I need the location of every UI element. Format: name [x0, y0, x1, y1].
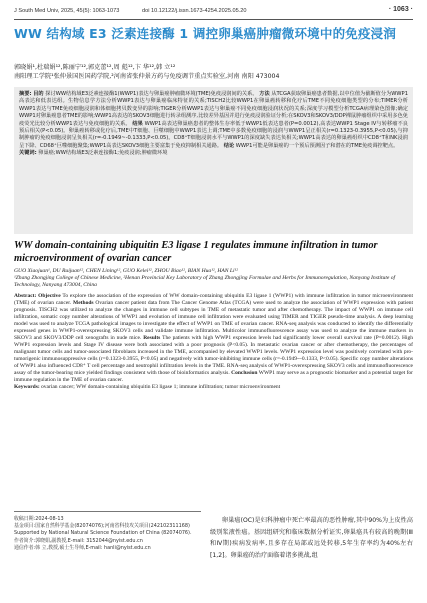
author-names-cn: 郭晓娟¹,杜瑞娟¹²,陈丽宁¹²,郭克蕾¹²,周 彪¹²,卞 华¹²,韩 立¹² [14, 64, 176, 71]
method-text-cn: 从TCGA获取卵巢癌患者数据,以中位值为截断值分为WWP1高表达和低表达组。生物信息学方法分析WWP1表达与卵巢癌临床特征的关系;TISCH2比较WWP1在卵巢癌转移和化疗后TME不同免疫细胞类型的分布;TIMER分析WWP1表达与TME免疫细胞浸润和体细胞拷贝数变异的影响;TIGER分析WWP1表达与卵巢癌不同免疫细胞浸润状况的关系;深度学习模型分析TCGA病理染色图像;确定WWP1对卵巢癌患者TME的影响;WWP1高表达的SKOV3细胞进行转录组测序,比较差异基因并进行免疫浸润验证分析;在SKOV3和SKOV3/DDP裸鼠肿瘤组织中采用多色免疫荧光比较分析WWP1表达与免疫细胞的关系。 [19, 91, 408, 127]
abstract-label-cn: 摘要: [19, 91, 32, 97]
keywords-text-cn: 卵巢癌;WW结构域E3泛素连接酶1;免疫浸润;肿瘤微环境 [38, 150, 168, 157]
title-chinese: WW 结构域 E3 泛素连接酶 1 调控卵巢癌肿瘤微环境中的免疫浸润 [14, 26, 397, 41]
objective-text-en: To explore the association of the expression of WW domain-containing ubiquitin E3 ligase 1 (WWP1) with immune infiltration in tumor microenvironment (TME) of ovarian cancer. [14, 293, 413, 306]
keywords-label-cn: 关键词: [19, 150, 37, 157]
method-label-cn: 方法 [259, 91, 270, 97]
running-header [14, 4, 413, 18]
title-english: WW domain-containing ubiquitin E3 ligase 1 regulates immune infiltration in tumor microenvironment of ovarian cancer [14, 240, 378, 264]
conclusion-label-en: Conclusion [231, 370, 258, 376]
result-text-cn: WWP1高表达卵巢癌患者的整体生存率低于WWP1低表达患者(P=0.0012),高表达WWP1 Stage IV与转移瘤不良预后相关(P<0.05)。卵巢癌转移或化疗后,TME中T细胞、巨噬细胞中WWP1表达上调;TME中多数免疫细胞的浸润与WWP1呈正相关(r=0.1323-0.3955,P<0.05),与抑制肿瘤的免疫细胞浸润呈负相关(r=-0.1949~-0.1333,P<0.05)。CD8⁺T细胞浸润水平与WWP1的深度缺失表达负相关;WWP1高表达的卵巢癌组织中CD8⁺T和NK浸润呈下降、CD68⁺巨噬细胞聚集;WWP1高表达SKOV3细胞主要富集于免疫抑制相关通路。 [19, 120, 408, 149]
fund-en: Supported by National Natural Science Foundation of China (82074076). [14, 530, 192, 537]
conclusion-text-cn: WWP1可能是卵巢癌的一个预后预测因子和潜在的TME免疫调控靶点。 [235, 142, 399, 149]
abstract-english [14, 293, 413, 469]
conclusion-text-en: WWP1 may serve as a prognostic biomarker and a potential target for immune regulation in the TME of ovarian cancer. [14, 370, 413, 383]
results-label-en: Results [143, 335, 161, 341]
keywords-label-en: Keywords: [14, 384, 40, 390]
affiliation-en: ¹Zhang Zhongjing College of Chinese Medicine, ²Henan Provincial Key Laboratory of Zhang Zhongjing Formulae and Herbs for Immunoregulation, Nanyang Institute of Technology, Nanyang 473004, China [14, 275, 396, 289]
footnote-rule [14, 511, 201, 512]
page-number: · 1063 · [388, 6, 413, 13]
conclusion-label-cn: 结论 [223, 142, 235, 149]
keywords-text-en: ovarian cancer; WW domain-containing ubiquitin E3 ligase 1; immune infiltration; tumor microenvironment [41, 384, 281, 390]
result-label-cn: 结果 [132, 120, 143, 127]
purpose-text-cn: 探讨WW结构域E3泛素连接酶1(WWP1)表达与卵巢癌肿瘤微环境(TME)免疫浸润间的关系。 [45, 91, 258, 97]
header-rule [14, 19, 413, 20]
abstract-chinese [14, 87, 413, 234]
doi-text: doi 10.12122/j.issn.1673-4254.2025.05.20 [142, 8, 247, 14]
author-intro: 作者简介:郭晓娟,副教授,E-mail: 3152044@nyist.edu.cn [14, 537, 143, 544]
purpose-label-cn: 目的 [33, 91, 44, 97]
footnotes [14, 516, 201, 552]
authors-chinese-block [14, 63, 413, 81]
results-text-en: The patients with high WWP1 expression levels had significantly lower overall survival rate (P=0.0012). High WWP1 expression levels and Stage IV disease were both associated with a poor prognosis (P<0.05). In metastatic ovarian cancer or after chemotherapy, the percentages of malignant tumor cells and tumor-associated fibroblasts increased in the TME, accompanied by elevated WWP1 levels. WWP1 expression level was positively correlated with pro-tumorigenic immunosuppressive cells (r=0.1323-0.3955, P<0.05) and negatively with tumor-inhibiting immune cells (r=-0.1949~-0.1333, P<0.05). Specific copy number alterations of WWP1 also influenced CD8⁺ T cell percentage and neutrophil infiltration levels in the TME. RNA-seq analysis of WWP1-overexpressing SKOV3 cells and immunofluorescence assay of the tumor-bearing mice yielded findings consistent with those of bioinformatics analysis. [14, 335, 413, 376]
journal-citation: J South Med Univ, 2025, 45(5): 1063-1073 [14, 8, 120, 14]
received-date: 收稿日期:2024-08-13 [14, 516, 64, 522]
author-names-en: GUO Xiaojuan¹, DU Ruijuan¹², CHEN Lining¹², GUO Kelei¹², ZHOU Biao¹², BIAN Hua¹², HAN Li¹² [14, 268, 238, 274]
affiliation-cn: 南阳理工学院¹张仲景国医国药学院,²河南省张仲景方药与免疫调节重点实验室,河南 南阳 473004 [14, 73, 280, 80]
body-text-intro: 卵巢癌(OC)是妇科肿瘤中死亡率最高的恶性肿瘤,其中90%为上皮性高级别浆液性癌。基因组研究和临床数据分析证实,卵巢癌具有较高的晚期(Ⅲ和Ⅳ期)疾病发病率,且多存在局部或远处转移,5年生存率约为40%左右[1,2]。卵巢癌的治疗面临着诸多挑战,组 [210, 517, 413, 559]
fund-cn: 基金项目:国家自然科学基金(82074076);河南省科技攻关项目(242102311168) [14, 523, 190, 530]
authors-english-block [14, 268, 413, 290]
abstract-label-en: Abstract: [14, 293, 37, 299]
objective-label-en: Objective [38, 293, 61, 299]
methods-text-en: Ovarian cancer patient data from The Cancer Genome Atlas (TCGA) were used to analyze the association of WWP1 expression with patient prognosis. TISCH2 was utilized to analyze the changes in immune cell subtypes in TME of metastatic tumor and after chemotherapy. The impact of WWP1 on immune cell infiltration, somatic copy number alterations of WWP1 and evolution of immune cell infiltration were evaluated using TIMER and TIGER pseudo-time analysis. A deep learning model was used to analyze TCGA pathological images to investigate the effect of WWP1 on TME of ovarian cancer. RNA-seq analysis was conducted to identify the differentially expressed genes in WWP1-overexpressing SKOV3 cells and validate immune infiltration. Multicolor immunofluorescence assay was used to analyze the immune markers in SKOV3 and SKOV3/DDP cell xenografts in nude mice. [14, 300, 413, 341]
corresponding-author: 通信作者:韩 立,教授,硕士生导师,E-mail: hanli@nyist.edu.cn [14, 544, 151, 551]
methods-label-en: Methods [73, 300, 94, 306]
